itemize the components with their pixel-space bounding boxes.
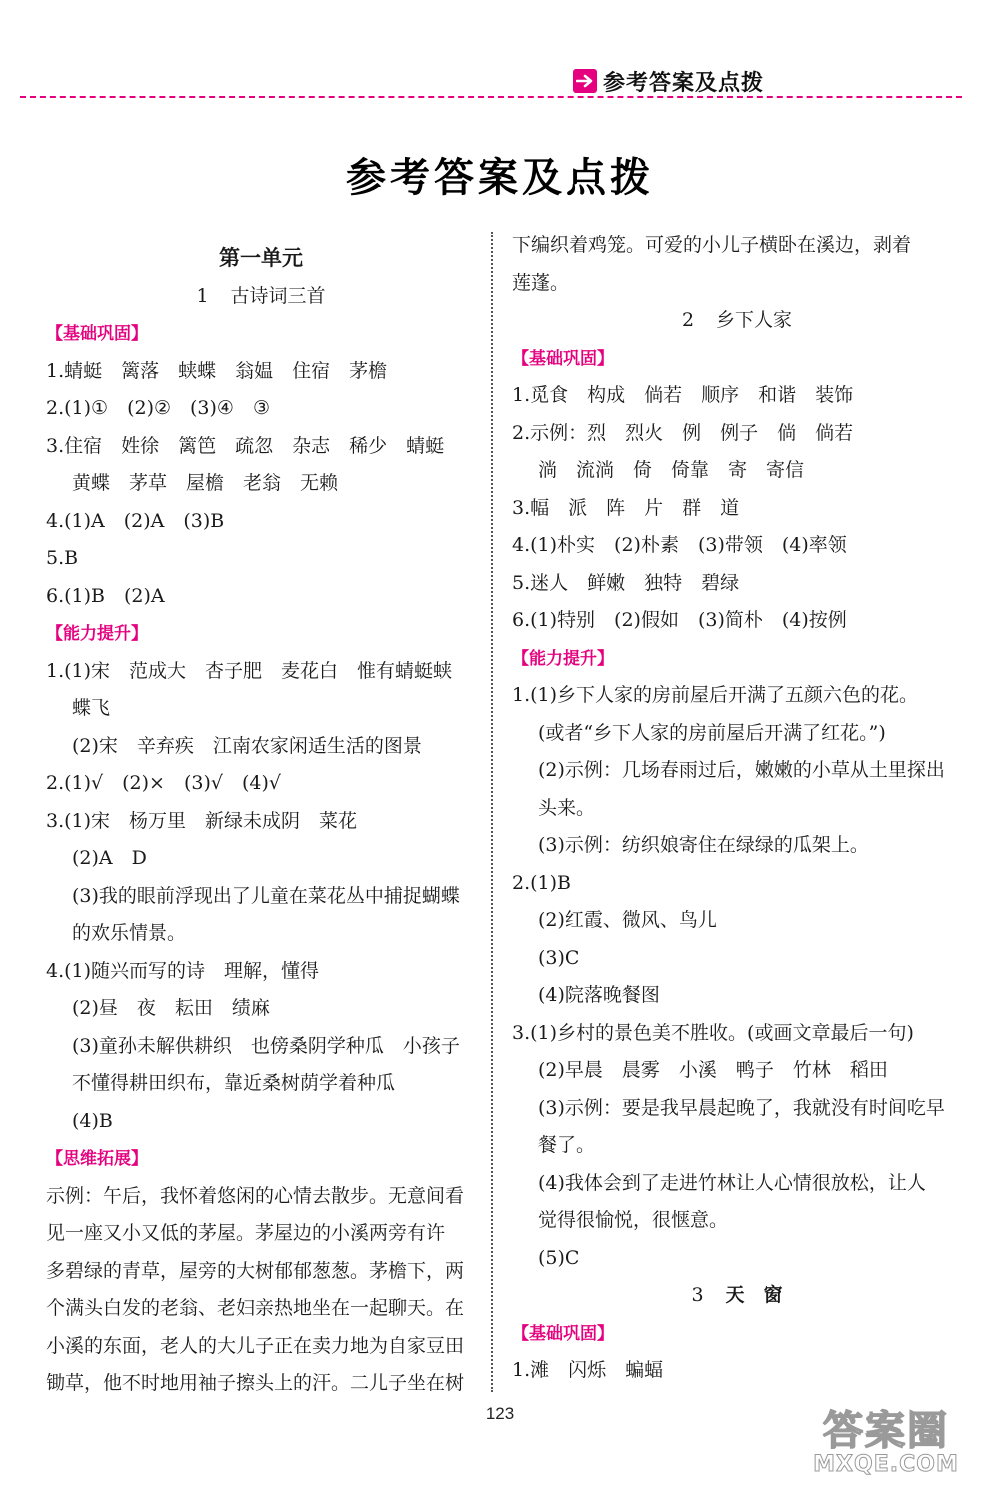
section-tag-ability: 【能力提升】 bbox=[512, 648, 614, 669]
answer-line: 黄蝶 茅草 屋檐 老翁 无赖 bbox=[72, 472, 339, 494]
watermark-url: MXQE.COM bbox=[813, 1452, 959, 1477]
answer-line: (4)院落晚餐图 bbox=[538, 984, 660, 1006]
answer-line: 见一座又小又低的茅屋。茅屋边的小溪两旁有许 bbox=[46, 1222, 446, 1244]
answer-line: (2)示例：几场春雨过后，嫩嫩的小草从土里探出 bbox=[538, 759, 945, 781]
unit-title: 第一单元 bbox=[219, 246, 303, 270]
watermark-text: 答案圈 bbox=[823, 1408, 949, 1454]
answer-line: 6.(1)B (2)A bbox=[46, 584, 165, 607]
answer-line: 3.(1)乡村的景色美不胜收。(或画文章最后一句) bbox=[512, 1021, 914, 1044]
answer-line: (4)B bbox=[72, 1109, 113, 1132]
lesson-number: 2 bbox=[681, 309, 695, 331]
section-tag-thinking: 【思维拓展】 bbox=[46, 1149, 148, 1169]
section-tag-basic: 【基础巩固】 bbox=[46, 324, 148, 344]
watermark-logo bbox=[786, 1408, 986, 1478]
answer-line: 5.B bbox=[46, 547, 79, 569]
answer-line: 下编织着鸡笼。可爱的小儿子横卧在溪边，剥着 bbox=[512, 234, 912, 256]
lesson-title bbox=[512, 302, 962, 340]
answer-line: 的欢乐情景。 bbox=[72, 922, 187, 944]
answer-line: 不懂得耕田织布，靠近桑树荫学着种瓜 bbox=[72, 1072, 396, 1094]
section-tag-basic: 【基础巩固】 bbox=[512, 348, 614, 369]
answer-line: (3)C bbox=[538, 946, 580, 969]
answer-line: 2.示例：烈 烈火 例 例子 倘 倘若 bbox=[512, 421, 854, 444]
arrow-right-icon bbox=[573, 69, 597, 93]
answer-line: 觉得很愉悦，很惬意。 bbox=[538, 1209, 729, 1231]
header-divider bbox=[20, 96, 962, 98]
answer-line: 多碧绿的青草，屋旁的大树郁郁葱葱。茅檐下，两 bbox=[46, 1259, 465, 1282]
answer-line: 餐了。 bbox=[538, 1134, 596, 1156]
answer-line: 4.(1)A (2)A (3)B bbox=[46, 509, 225, 532]
answer-line: 3.幅 派 阵 片 群 道 bbox=[512, 496, 740, 519]
lesson-number: 3 bbox=[691, 1284, 704, 1306]
answer-line: 1.觅食 构成 倘若 顺序 和谐 装饰 bbox=[512, 384, 854, 406]
lesson-number: 1 bbox=[196, 284, 209, 307]
lesson-title bbox=[46, 278, 476, 316]
answer-line: 头来。 bbox=[538, 796, 596, 819]
right-column bbox=[512, 227, 962, 1390]
answer-line: (5)C bbox=[538, 1246, 580, 1269]
answer-line: (3)示例：纺织娘寄住在绿绿的瓜架上。 bbox=[538, 834, 869, 856]
answer-line: 4.(1)随兴而写的诗 理解，懂得 bbox=[46, 959, 320, 982]
answer-line: 2.(1)√ (2)× (3)√ (4)√ bbox=[46, 772, 282, 794]
page-number: 123 bbox=[485, 1404, 515, 1423]
answer-line: 小溪的东面，老人的大儿子正在卖力地为自家豆田 bbox=[46, 1334, 465, 1357]
answer-line: 个满头白发的老翁、老妇亲热地坐在一起聊天。在 bbox=[46, 1297, 465, 1319]
answer-line: (2)早晨 晨雾 小溪 鸭子 竹林 稻田 bbox=[538, 1059, 888, 1081]
answer-line: 莲蓬。 bbox=[512, 271, 570, 294]
answer-line: 淌 流淌 倚 倚靠 寄 寄信 bbox=[538, 459, 805, 481]
running-header bbox=[573, 66, 764, 96]
lesson-name: 天 窗 bbox=[725, 1284, 783, 1306]
lesson-name: 古诗词三首 bbox=[230, 284, 326, 307]
header-label: 参考答案及点拨 bbox=[603, 70, 765, 96]
answer-line: 3.(1)宋 杨万里 新绿未成阴 菜花 bbox=[46, 809, 358, 832]
answer-line: (3)童孙未解供耕织 也傍桑阴学种瓜 小孩子 bbox=[72, 1034, 460, 1057]
answer-line: (3)我的眼前浮现出了儿童在菜花丛中捕捉蝴蝶 bbox=[72, 884, 460, 907]
answer-line: 1.(1)乡下人家的房前屋后开满了五颜六色的花。 bbox=[512, 684, 919, 706]
answer-line: 1.(1)宋 范成大 杏子肥 麦花白 惟有蜻蜓蛱 bbox=[46, 659, 453, 682]
answer-line: (4)我体会到了走进竹林让人心情很放松，让人 bbox=[538, 1171, 926, 1194]
answer-line: (3)示例：要是我早晨起晚了，我就没有时间吃早 bbox=[538, 1096, 945, 1119]
answer-line: 3.住宿 姓徐 篱笆 疏忽 杂志 稀少 蜻蜓 bbox=[46, 434, 445, 457]
lesson-name: 乡下人家 bbox=[716, 309, 793, 331]
answer-line: 蝶飞 bbox=[72, 697, 111, 719]
answer-line: 6.(1)特别 (2)假如 (3)简朴 (4)按例 bbox=[512, 609, 847, 631]
page-title: 参考答案及点拨 bbox=[346, 155, 654, 201]
answer-line: 2.(1)① (2)② (3)④ ③ bbox=[46, 397, 271, 419]
answer-line: (2)A D bbox=[72, 847, 147, 869]
column-divider bbox=[491, 232, 493, 1392]
answer-line: 锄草，他不时地用袖子擦头上的汗。二儿子坐在树 bbox=[46, 1372, 465, 1394]
section-tag-basic: 【基础巩固】 bbox=[512, 1323, 614, 1344]
answer-line: 示例：午后，我怀着悠闲的心情去散步。无意间看 bbox=[46, 1184, 465, 1207]
answer-line: 5.迷人 鲜嫩 独特 碧绿 bbox=[512, 571, 740, 594]
answer-line: (2)红霞、微风、鸟儿 bbox=[538, 909, 717, 931]
answer-line: (或者“乡下人家的房前屋后开满了红花。”) bbox=[538, 721, 886, 744]
answer-line: (2)宋 辛弃疾 江南农家闲适生活的图景 bbox=[72, 734, 422, 757]
answer-line: (2)昼 夜 耘田 绩麻 bbox=[72, 997, 270, 1019]
answer-line: 1.滩 闪烁 蝙蝠 bbox=[512, 1359, 664, 1381]
answer-line: 1.蜻蜓 篱落 蛱蝶 翁媪 住宿 茅檐 bbox=[46, 359, 388, 382]
answer-line: 4.(1)朴实 (2)朴素 (3)带领 (4)率领 bbox=[512, 534, 847, 556]
section-tag-ability: 【能力提升】 bbox=[46, 624, 148, 644]
lesson-title bbox=[512, 1277, 962, 1315]
answer-line: 2.(1)B bbox=[512, 871, 572, 894]
left-column bbox=[46, 240, 476, 1403]
